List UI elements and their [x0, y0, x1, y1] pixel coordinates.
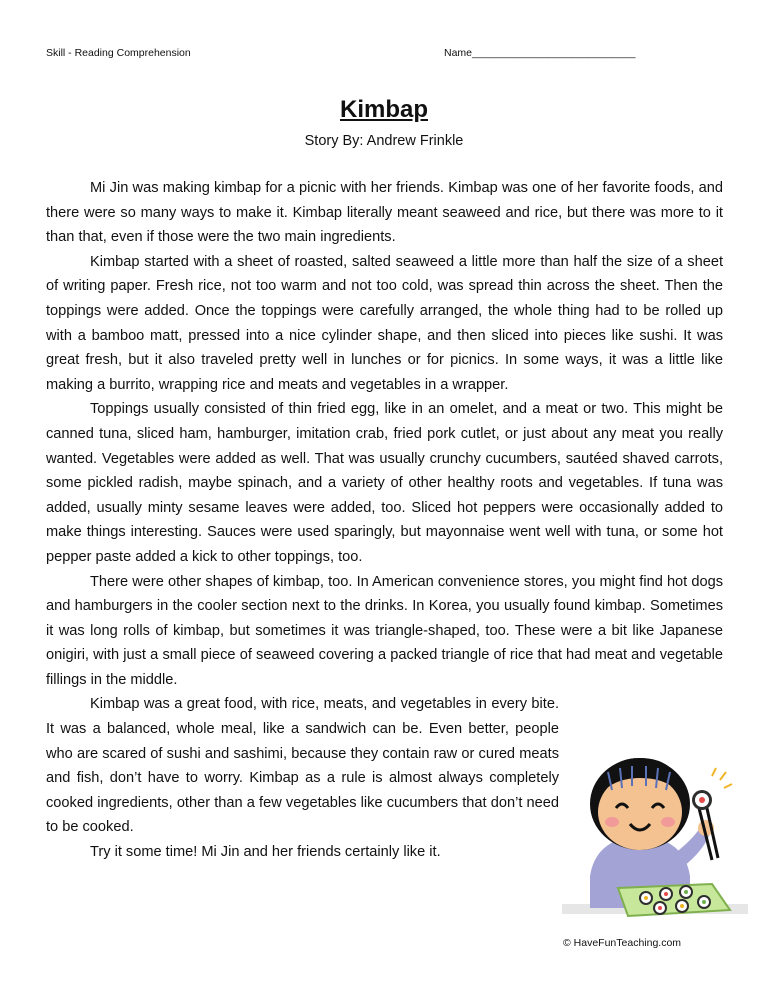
girl-eating-kimbap-illustration	[562, 748, 750, 922]
copyright-footer: © HaveFunTeaching.com	[563, 937, 682, 949]
story-paragraph: Kimbap was a great food, with rice, meats, and vegetables in every bite. It was a balanced, whole meal, like a sandwich can be. Even better, people who are scared of sushi and sashimi, because they contain raw or cured meats and fish, don’t have to worry. Kimbap as a rule is almost always completely cooked ingredients, other than a few vegetables like cucumbers that don’t need to be cooked.	[46, 696, 559, 836]
story-byline: Story By: Andrew Frinkle	[304, 133, 464, 149]
story-paragraph: Kimbap started with a sheet of roasted, salted seaweed a little more than half the size of a sheet of writing paper. Fresh rice, not too warm and not too cold, was spread thin across the sheet. Then the toppings were added. Once the toppings were carefully arranged, the whole thing had to be rolled up with a bamboo matt, pressed into a nice cylinder shape, and then sliced into pieces like sushi. It was great fresh, but it also traveled pretty well in lunches or for picnics. In some ways, it was a little like making a burrito, wrapping rice and meats and vegetables in a wrapper.	[46, 253, 723, 393]
story-paragraph: Toppings usually consisted of thin fried egg, like in an omelet, and a meat or two. This might be canned tuna, sliced ham, hamburger, imitation crab, fried pork cutlet, or just about any meat you really wanted. Vegetables were added as well. That was usually crunchy cucumbers, sautéed shaved carrots, some pickled radish, maybe spinach, and a variety of other healthy roots and vegetables. If tuna was added, usually minty sesame leaves were added, too. Sliced hot peppers were occasionally added to make things interesting. Sauces were used sparingly, but mayonnaise went well with tuna, or some hot pepper paste added a kick to other toppings, too.	[46, 401, 723, 565]
story-paragraph: Mi Jin was making kimbap for a picnic with her friends. Kimbap was one of her favorite foods, and there were so many ways to make it. Kimbap literally meant seaweed and rice, but there was more to it than that, even if those were the two main ingredients.	[46, 180, 723, 246]
story-title: Kimbap	[339, 96, 428, 123]
name-line: Name____________________________	[444, 47, 636, 59]
story-paragraph: There were other shapes of kimbap, too. In American convenience stores, you might find hot dogs and hamburgers in the cooler section next to the drinks. In Korea, you usually found kimbap. Sometimes it was long rolls of kimbap, but sometimes it was triangle-shaped, too. These were a bit like Japanese onigiri, with just a small piece of seaweed covering a packed triangle of rice that had meat and vegetable fillings in the middle.	[46, 573, 723, 688]
story-paragraph: Try it some time! Mi Jin and her friends certainly like it.	[90, 844, 441, 861]
skill-label: Skill - Reading Comprehension	[46, 47, 191, 59]
